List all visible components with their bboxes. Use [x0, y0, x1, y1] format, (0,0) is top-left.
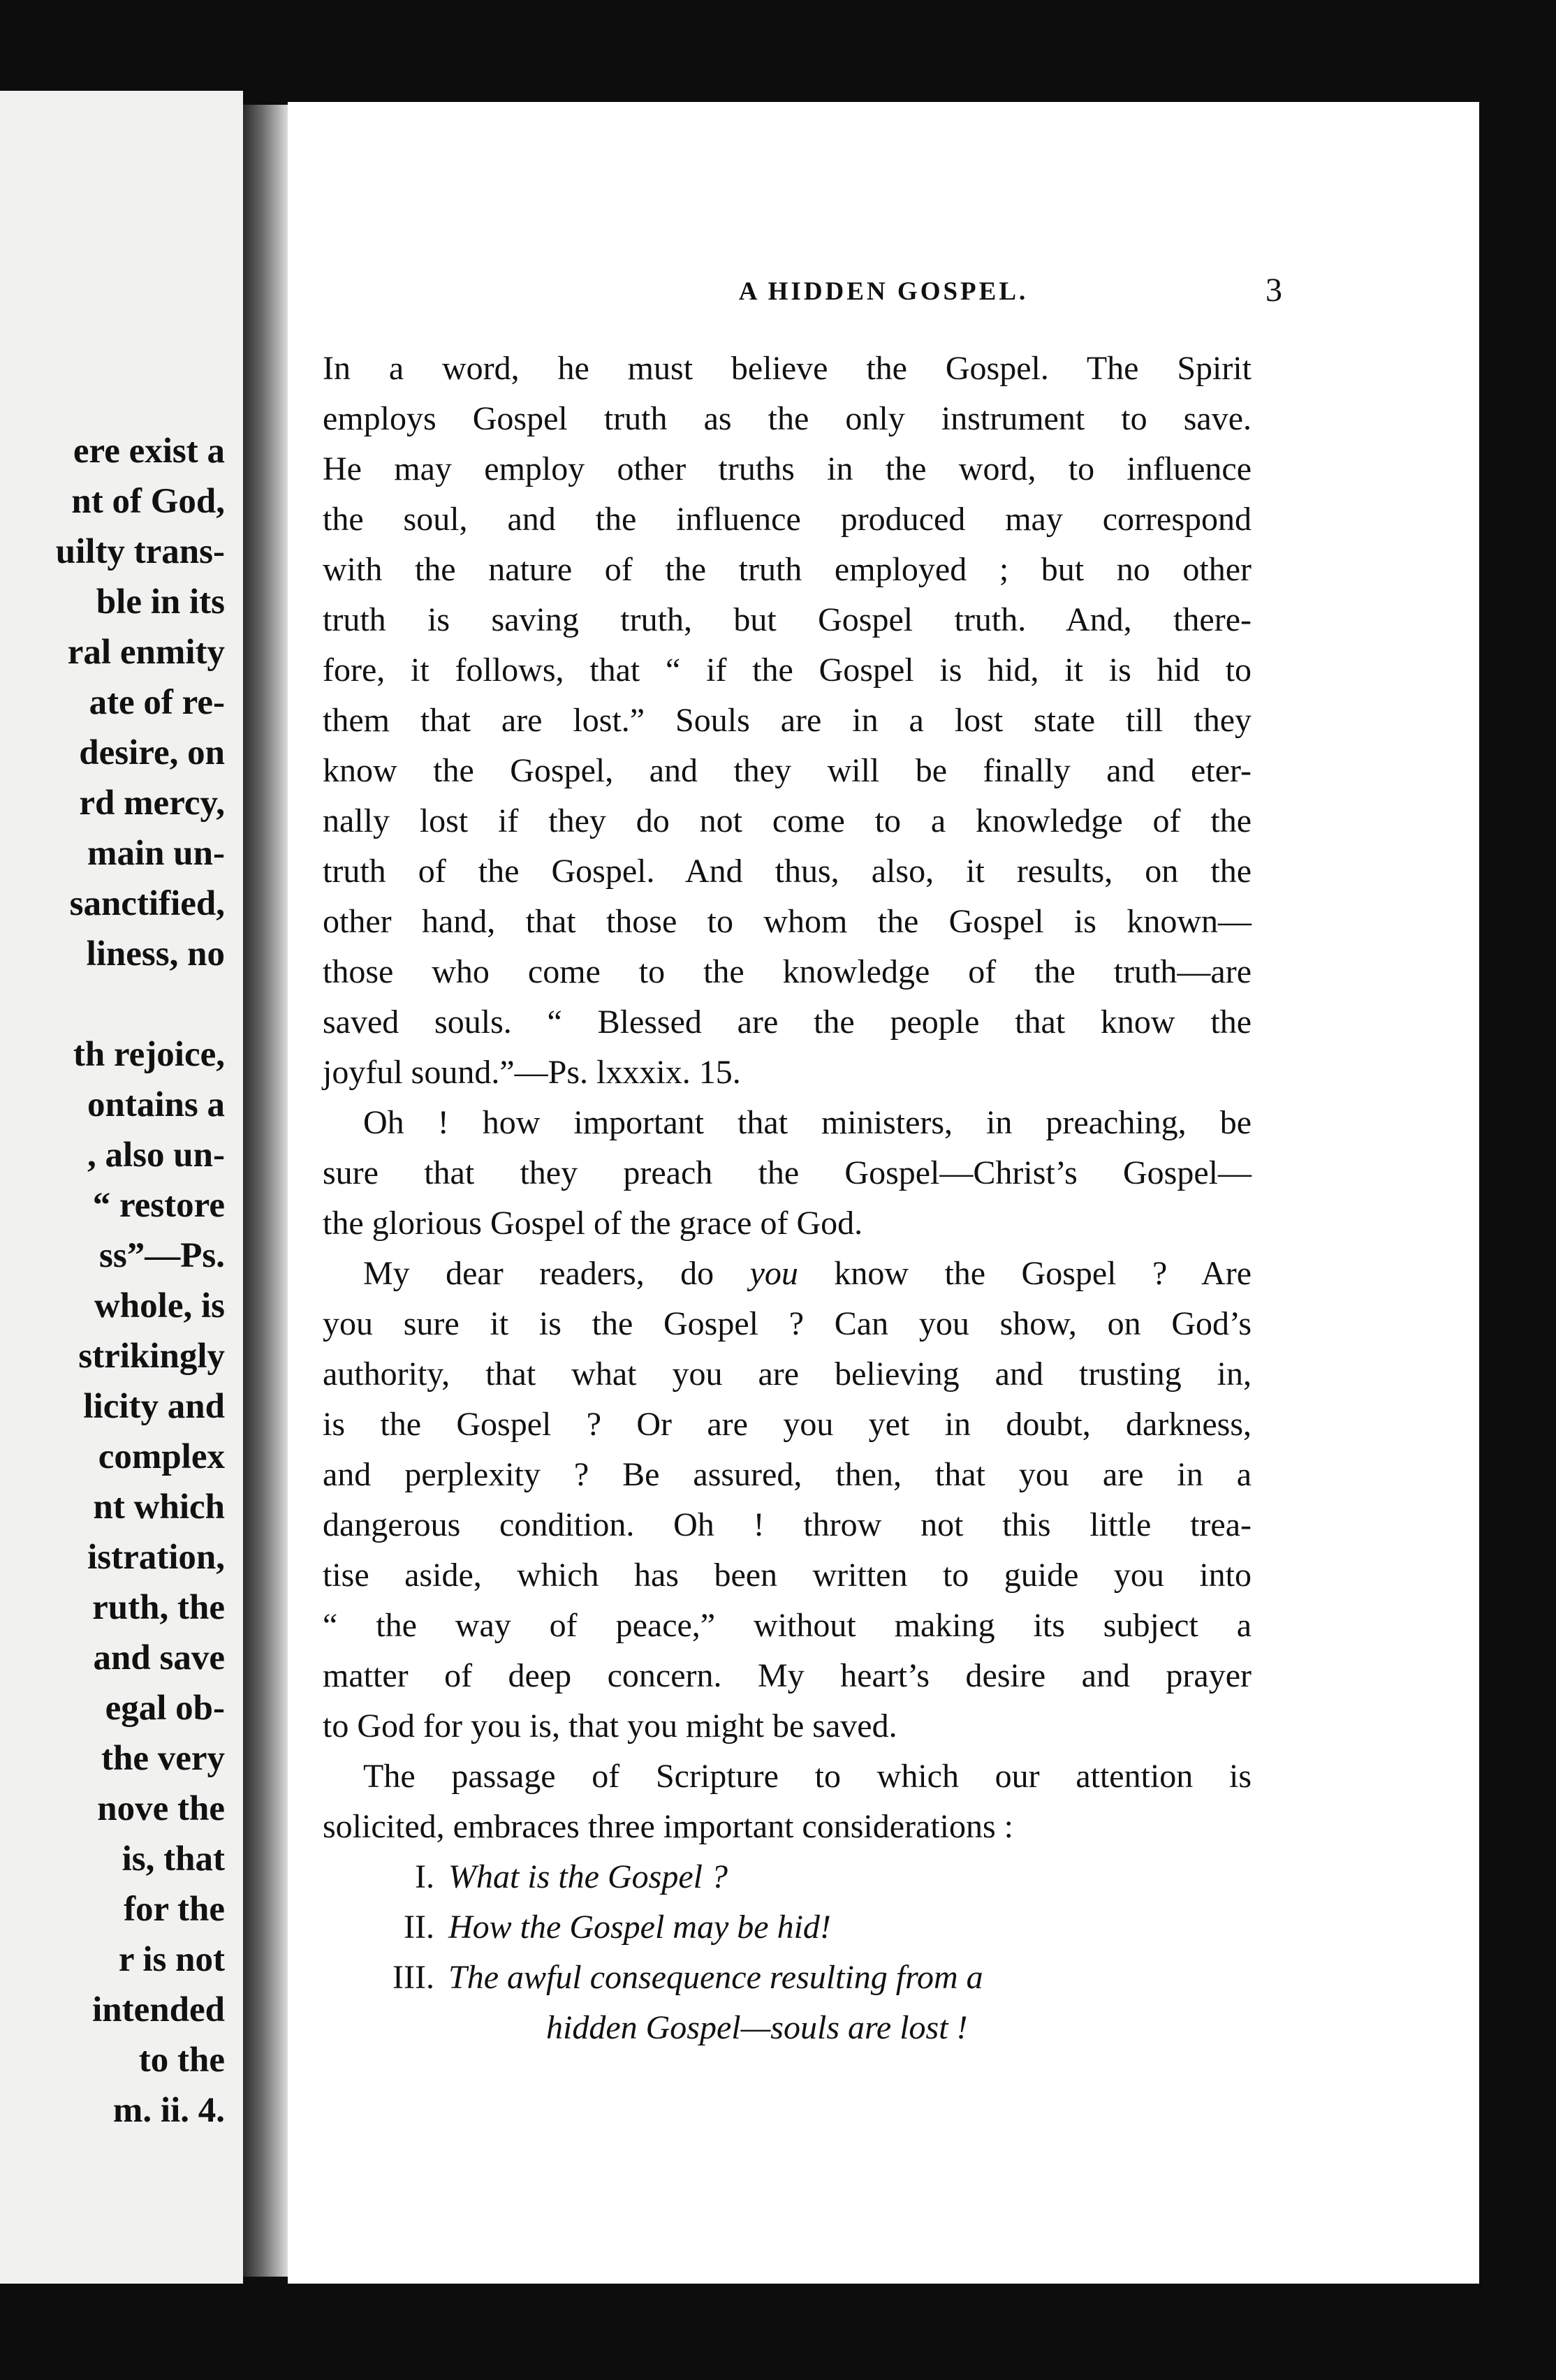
left-line: complex	[98, 1437, 225, 1476]
left-line: ere exist a	[73, 432, 225, 471]
text-line: He may employ other truths in the word, to influence	[323, 450, 1252, 487]
text-line: employs Gospel truth as the only instrument to save.	[323, 400, 1252, 437]
text-line: the soul, and the influence produced may correspond	[323, 501, 1252, 538]
left-line: m. ii. 4.	[112, 2091, 225, 2130]
left-line: to the	[138, 2041, 225, 2080]
left-line: liness, no	[86, 934, 225, 974]
text-line: fore, it follows, that “ if the Gospel is hid, it is hid to	[323, 652, 1252, 689]
body-text	[323, 344, 1252, 2053]
text-run: know the Gospel ? Are	[798, 1255, 1252, 1292]
left-line: ontains a	[87, 1085, 225, 1124]
text-line: you sure it is the Gospel ? Can you show, on God’s	[323, 1305, 1252, 1342]
running-head: A HIDDEN GOSPEL.	[738, 277, 1029, 306]
left-line: main un-	[87, 834, 225, 873]
left-line: r is not	[118, 1940, 225, 1979]
text-run: My dear readers, do	[363, 1255, 750, 1292]
left-line: desire, on	[79, 733, 225, 772]
left-line: for the	[124, 1890, 225, 1929]
page-header	[288, 272, 1479, 318]
left-line: strikingly	[78, 1337, 225, 1376]
text-line: “ the way of peace,” without making its subject a	[323, 1607, 1252, 1644]
outline-number: I.	[415, 1858, 434, 1895]
text-line: to God for you is, that you might be saved.	[323, 1707, 897, 1744]
text-line: those who come to the knowledge of the truth—are	[323, 953, 1252, 990]
text-line: Oh ! how important that ministers, in preaching, be	[363, 1104, 1252, 1141]
left-line: nove the	[97, 1789, 225, 1828]
left-page	[0, 91, 243, 2284]
left-line: is, that	[122, 1839, 225, 1879]
left-line: ral enmity	[67, 633, 225, 672]
text-line: dangerous condition. Oh ! throw not this little trea-	[323, 1506, 1252, 1543]
left-line: uilty trans-	[55, 532, 225, 571]
left-line: nt of God,	[71, 482, 225, 521]
left-line: whole, is	[94, 1286, 225, 1325]
left-line: egal ob-	[105, 1689, 225, 1728]
outline-item	[323, 1902, 1252, 1953]
text-line: the glorious Gospel of the grace of God.	[323, 1205, 863, 1242]
text-line: authority, that what you are believing and trusting in,	[323, 1356, 1252, 1393]
text-line: know the Gospel, and they will be finally and eter-	[323, 752, 1252, 789]
text-line: is the Gospel ? Or are you yet in doubt, darkness,	[323, 1406, 1252, 1443]
outline-text: The awful consequence resulting from a	[448, 1959, 983, 1996]
paragraph-3	[323, 1249, 1252, 1751]
outline-item	[323, 1852, 1252, 1902]
text-line: truth of the Gospel. And thus, also, it results, on the	[323, 853, 1252, 890]
left-line: and save	[93, 1638, 225, 1677]
left-line	[56, 979, 225, 1029]
outline-number: III.	[392, 1959, 434, 1996]
left-line: , also un-	[87, 1136, 225, 1175]
left-line: ble in its	[96, 582, 225, 622]
left-line: sanctified,	[69, 884, 225, 923]
left-line: nt which	[93, 1488, 225, 1527]
text-line: In a word, he must believe the Gospel. The Spirit	[323, 350, 1252, 387]
text-line: solicited, embraces three important considerations :	[323, 1808, 1014, 1845]
left-line: intended	[92, 1990, 225, 2029]
text-line: and perplexity ? Be assured, then, that you are in a	[323, 1456, 1252, 1493]
left-line: th rejoice,	[73, 1035, 225, 1074]
outline-text: How the Gospel may be hid!	[448, 1909, 831, 1946]
outline-list	[323, 1852, 1252, 2053]
text-line: sure that they preach the Gospel—Christ’s Gospel—	[323, 1154, 1252, 1191]
outline-number: II.	[404, 1909, 434, 1946]
outline-text: What is the Gospel ?	[448, 1858, 728, 1895]
left-line: the very	[101, 1739, 225, 1778]
emphasis-you: you	[749, 1255, 798, 1292]
text-line	[323, 1249, 1252, 1299]
outline-continuation: hidden Gospel—souls are lost !	[546, 2009, 968, 2046]
text-line: other hand, that those to whom the Gospel is known—	[323, 903, 1252, 940]
text-line: truth is saving truth, but Gospel truth. And, there-	[323, 601, 1252, 638]
left-line: istration,	[87, 1538, 225, 1577]
left-line: “ restore	[92, 1186, 225, 1225]
paragraph-1	[323, 344, 1252, 1098]
text-line: matter of deep concern. My heart’s desire and prayer	[323, 1657, 1252, 1694]
page-number: 3	[1265, 272, 1282, 309]
paragraph-2	[323, 1098, 1252, 1249]
left-line: ate of re-	[89, 683, 225, 722]
left-page-text	[56, 426, 225, 2136]
text-line: nally lost if they do not come to a knowledge of the	[323, 802, 1252, 839]
text-line: joyful sound.”—Ps. lxxxix. 15.	[323, 1054, 741, 1091]
left-line: ss”—Ps.	[99, 1236, 225, 1275]
text-line: tise aside, which has been written to guide you into	[323, 1557, 1252, 1594]
text-line: them that are lost.” Souls are in a lost state till they	[323, 702, 1252, 739]
text-line: with the nature of the truth employed ; but no other	[323, 551, 1252, 588]
right-page	[288, 102, 1479, 2284]
paragraph-4	[323, 1751, 1252, 1852]
outline-item	[323, 1953, 1252, 2003]
text-line: saved souls. “ Blessed are the people that know the	[323, 1004, 1252, 1041]
left-line: licity and	[83, 1387, 225, 1426]
left-line: ruth, the	[92, 1588, 225, 1627]
left-line: rd mercy,	[79, 784, 225, 823]
text-line: The passage of Scripture to which our attention is	[363, 1758, 1252, 1795]
book-gutter	[243, 105, 291, 2277]
